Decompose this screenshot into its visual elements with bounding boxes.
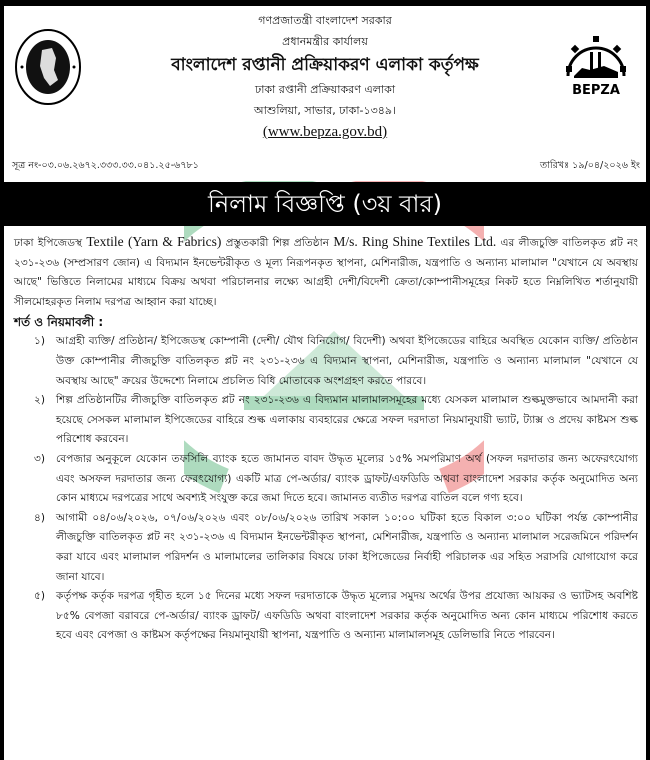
clause-text: শিল্প প্রতিষ্ঠানটির লীজচুক্তি বাতিলকৃত প্লট নং ২৩১-২৩৬ এ বিদ্যমান মালামালসমূহের মধ্যে যেসকল মালামাল শুল্কমুক্তভাবে আমদানী করা হয়েছে সেসকল মালামাল ইপিজেডের বাহিরে শুল্ক এলাকায় ব্যবহারের ক্ষেত্রে সফল দরদাতা নিয়মানুযায়ী ভ্যাট, ট্যাক্স ও প্রদেয় কাষ্টমস শুল্ক পরিশোধ করবেন। xyxy=(56,394,638,446)
clause-text: আগ্রহী ব্যক্তি/ প্রতিষ্ঠান/ ইপিজেডস্থ কোম্পানী (দেশী/ যৌথ বিনিয়োগ/ বিদেশী) অথবা ইপিজেডের বাহিরে অবস্থিত যেকোন ব্যক্তি/ প্রতিষ্ঠান উক্ত কোম্পানীর লীজচুক্তি বাতিলকৃত প্লট নং ২৩১-২৩৬ এ বিদ্যমান স্থাপনা, মেশিনারীজ, যন্ত্রপাতি ও অন্যান্য মালামাল "যেখানে যে অবস্থায় আছে" ক্রয়ের উদ্দেশ্যে নিলামে প্রচলিত বিধি মোতাবেক অংশগ্রহণ করতে পারবে। xyxy=(56,335,638,387)
notice-body xyxy=(14,232,638,646)
letterhead-text xyxy=(104,10,546,143)
bepza-logo-text: BEPZA xyxy=(572,83,620,98)
clause-item xyxy=(14,332,638,391)
govt-name: গণপ্রজাতন্ত্রী বাংলাদেশ সরকার xyxy=(258,14,392,27)
intro-text-3: এর লীজচুক্তি বাতিলকৃত প্লট নং ২৩১-২৩৬ (সম্প্রসারণ জোন) এ বিদ্যমান ইনভেন্টরীকৃত ও মূল্য নিরূপনকৃত স্থাপনা, মেশিনারীজ, যন্ত্রপাতি ও অন্যান্য মালামাল "যেখানে যে অবস্থায় আছে" ভিত্তিতে নিলামের মাধ্যমে বিক্রয় অথবা পরিচালনার লক্ষ্যে আগ্রহী দেশী/বিদেশী ক্রেতা/কোম্পানীসমূহের নিকট হতে নিম্নলিখিত শর্তানুযায়ী সীলমোহরকৃত নিলাম দরপত্র আহ্বান করা যাচ্ছে। xyxy=(14,237,638,308)
bepza-logo-icon xyxy=(560,26,632,102)
intro-text-2: প্রস্তুতকারী শিল্প প্রতিষ্ঠান xyxy=(221,237,334,249)
authority-name: বাংলাদেশ রপ্তানী প্রক্রিয়াকরণ এলাকা কর্তৃপক্ষ xyxy=(171,55,479,75)
clause-text: বেপজার অনুকূলে যেকোন তফসিলি ব্যাংক হতে জামানত বাবদ উদ্ধৃত মূল্যের ১৫% সমপরিমাণ অর্থ (সফল দরদাতার জন্য অফেরৎযোগ্য এবং অসফল দরদাতার জন্য ফেরৎযোগ্য) একটি মাত্র পে-অর্ডার/ ব্যাংক ড্রাফট/এফডিডি অথবা বাংলাদেশ সরকার কর্তৃক অনুমোদিত অন্য কোন মাধ্যমে দরপত্রের সাথে অবশ্যই সংযুক্ত করে জমা দিতে হবে। জামানত ব্যতীত দরপত্র বাতিল বলে গণ্য হবে। xyxy=(56,452,638,505)
notice-date: তারিখঃ ১৯/০৪/২০২৬ ইং xyxy=(540,160,640,171)
clause-number: ১) xyxy=(34,335,46,348)
clause-number: ৫) xyxy=(34,590,46,603)
clause-number: ৩) xyxy=(34,452,46,465)
clause-number: ২) xyxy=(34,394,46,407)
product-type: Textile (Yarn & Fabrics) xyxy=(86,234,222,249)
letterhead xyxy=(4,6,646,181)
terms-heading: শর্ত ও নিয়মাবলী : xyxy=(14,315,104,330)
address: আশুলিয়া, সাভার, ঢাকা-১৩৪৯। xyxy=(254,104,396,117)
intro-paragraph xyxy=(14,232,638,312)
intro-text-1: ঢাকা ইপিজেডস্থ xyxy=(14,237,87,249)
company-name: M/s. Ring Shine Textiles Ltd. xyxy=(333,234,497,249)
clause-text: কর্তৃপক্ষ কর্তৃক দরপত্র গৃহীত হলে ১৫ দিনের মধ্যে সফল দরদাতাকে উদ্ধৃত মূল্যের সমুদয় অর্থের উপর প্রযোজ্য আয়কর ও ভ্যাটসহ অবশিষ্ট ৮৫% বেপজা বরাবরে পে-অর্ডার/ ব্যাংক ড্রাফট/ এফডিডি অথবা বাংলাদেশ সরকার কর্তৃক অনুমোদিত অন্য কোন মাধ্যমে পরিশোধ করতে হবে এবং বেপজা ও কাষ্টমস কর্তৃপক্ষের নিয়মানুযায়ী স্থাপনা, যন্ত্রপাতি ও অন্যান্য মালামালসমূহ ডেলিভারি নিতে পারবেন। xyxy=(56,590,638,642)
notice-page xyxy=(4,6,646,760)
ministry-name: প্রধানমন্ত্রীর কার্যালয় xyxy=(282,35,368,48)
clause-item xyxy=(14,450,638,509)
clause-item xyxy=(14,509,638,587)
memo-number: সূত্র নং-০৩.০৬.২৬৭২.৩৩৩.৩৩.০৪১.২৫-৬৭৮১ xyxy=(12,160,199,171)
reference-row xyxy=(12,159,640,174)
zone-name: ঢাকা রপ্তানী প্রক্রিয়াকরণ এলাকা xyxy=(254,83,396,96)
clause-item xyxy=(14,587,638,646)
clause-item xyxy=(14,391,638,450)
clause-number: ৪) xyxy=(34,511,46,524)
notice-title-banner: নিলাম বিজ্ঞপ্তি (৩য় বার) xyxy=(4,182,646,226)
government-seal-icon xyxy=(14,28,82,106)
clause-text: আগামী ০৪/০৬/২০২৬, ০৭/০৬/২০২৬ এবং ০৮/০৬/২০২৬ তারিখ সকাল ১০:০০ ঘটিকা হতে বিকাল ৩:০০ ঘটিকা পর্যন্ত কোম্পানীর লীজচুক্তি বাতিলকৃত প্লট নং ২৩১-২৩৬ এ বিদ্যমান ইনভেন্টরীকৃত স্থাপনা, মেশিনারীজ, যন্ত্রপাতি ও অন্যান্য মালামাল সরেজমিনে পরিদর্শন করা যাবে এবং মালামাল পরিদর্শন ও মালামালের তালিকার বিষয়ে ঢাকা ইপিজেডের নির্বাহী পরিচালক এর সহিত সরাসরি যোগাযোগ করে জানা যাবে। xyxy=(56,511,638,583)
website-link[interactable]: (www.bepza.gov.bd) xyxy=(262,124,388,140)
